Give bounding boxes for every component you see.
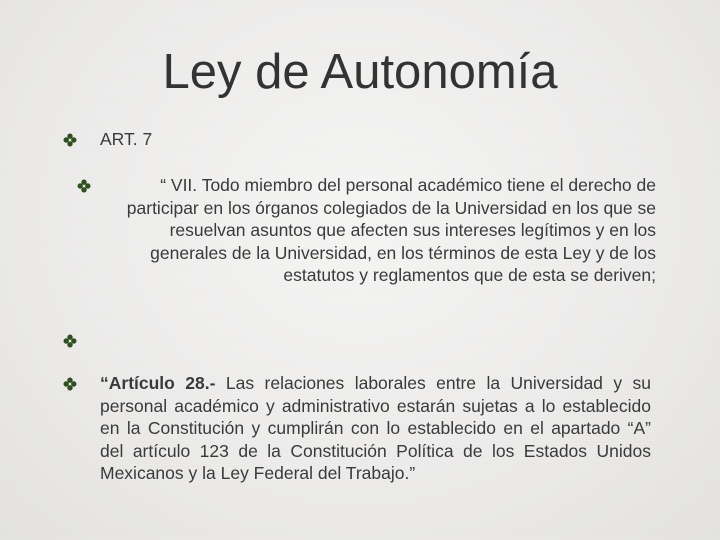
slide-title: Ley de Autonomía [162, 45, 558, 99]
diamond-clover-bullet-icon [63, 377, 77, 391]
bullet-text-articulo-28 [100, 372, 651, 485]
diamond-clover-bullet-icon [63, 133, 77, 147]
bullet-text-fraccion-vii: “ VII. Todo miembro del personal académico tiene el derecho de participar en los órganos colegiados de la Universidad en los que se resuelvan asuntos que afecten sus intereses legítimos y en los generales de la Universidad, en los términos de esta Ley y de los estatutos y reglamentos que de esta se deriven; [126, 175, 656, 285]
articulo-28-body: Las relaciones laborales entre la Universidad y su personal académico y administrativo estarán sujetas a lo establecido en la Constitución y cumplirán con lo establecido en el apartado “A” del artículo 123 de la Constitución Política de los Estados Unidos Mexicanos y la Ley Federal del Trabajo.” [100, 373, 651, 483]
diamond-clover-bullet-icon [63, 334, 77, 348]
diamond-clover-bullet-icon [77, 179, 91, 193]
bullet-text-art-7: ART. 7 [100, 129, 153, 149]
articulo-28-heading: “Artículo 28.- [100, 373, 216, 393]
